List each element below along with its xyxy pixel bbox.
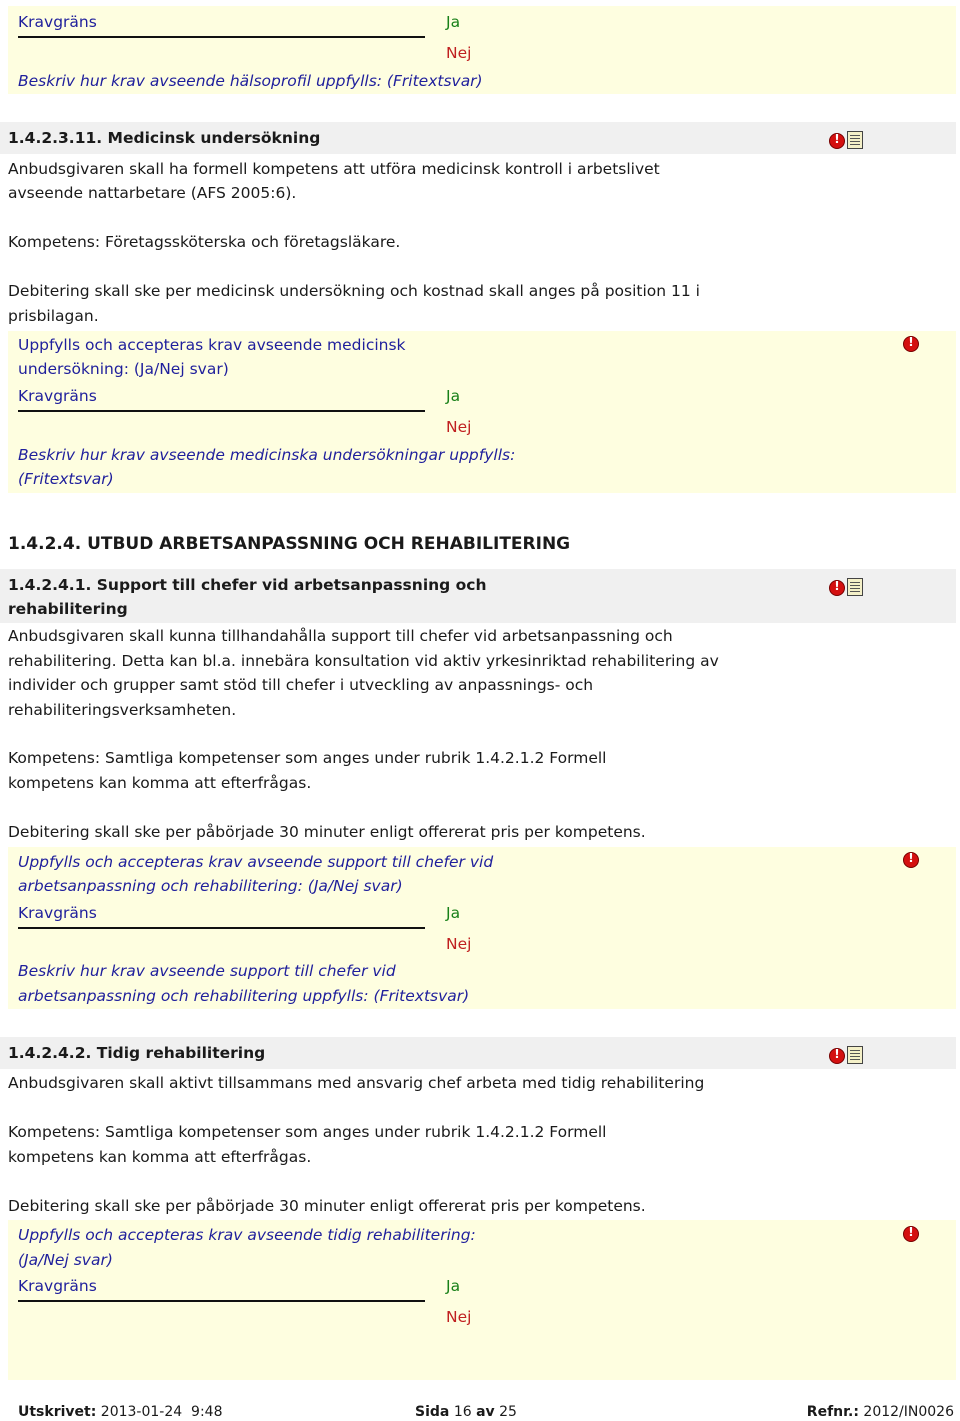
- kravgrans-underline: [18, 927, 425, 929]
- footer-refnr-value: 2012/IN0026: [863, 1404, 954, 1420]
- answer-ja[interactable]: Ja: [446, 387, 461, 405]
- kravgrans-label: Kravgräns: [18, 13, 97, 31]
- body-text: avseende nattarbetare (AFS 2005:6).: [8, 184, 297, 202]
- requirement-question: arbetsanpassning och rehabilitering: (Ja/Nej svar): [18, 877, 403, 895]
- body-text: Anbudsgivaren skall aktivt tillsammans med ansvarig chef arbeta med tidig rehabilitering: [8, 1074, 705, 1092]
- document-icon[interactable]: [847, 1046, 863, 1064]
- footer-sida-label: Sida: [415, 1404, 450, 1420]
- requirement-question: Uppfylls och accepteras krav avseende tidig rehabilitering:: [18, 1226, 476, 1244]
- warning-icon: [903, 852, 919, 868]
- document-icon[interactable]: [847, 578, 863, 596]
- footer-utskrivet-value: 2013-01-24 9:48: [100, 1404, 223, 1420]
- kompetens-text: kompetens kan komma att efterfrågas.: [8, 1148, 312, 1166]
- section-title-tidig: 1.4.2.4.2. Tidig rehabilitering: [8, 1044, 266, 1062]
- section-title-medicinsk: 1.4.2.3.11. Medicinsk undersökning: [8, 129, 321, 147]
- footer-page: [415, 1404, 517, 1420]
- beskriv-text: arbetsanpassning och rehabilitering uppfylls: (Fritextsvar): [18, 987, 470, 1005]
- answer-ja[interactable]: Ja: [446, 1277, 461, 1295]
- document-icon[interactable]: [847, 131, 863, 149]
- section-title-support: rehabilitering: [8, 600, 128, 618]
- beskriv-halsoprofil: Beskriv hur krav avseende hälsoprofil uppfylls: (Fritextsvar): [18, 72, 483, 90]
- requirement-question: (Ja/Nej svar): [18, 1251, 113, 1269]
- section-title-support: 1.4.2.4.1. Support till chefer vid arbetsanpassning och: [8, 576, 487, 594]
- answer-nej[interactable]: Nej: [446, 418, 472, 436]
- body-text: rehabilitering. Detta kan bl.a. innebära konsultation vid aktiv yrkesinriktad rehabilitering av: [8, 652, 719, 670]
- body-text: Anbudsgivaren skall ha formell kompetens att utföra medicinsk kontroll i arbetslivet: [8, 160, 660, 178]
- answer-nej[interactable]: Nej: [446, 935, 472, 953]
- debitering-text: prisbilagan.: [8, 307, 99, 325]
- warning-icon: [829, 1048, 845, 1064]
- kravgrans-underline: [18, 36, 425, 38]
- chapter-title: 1.4.2.4. UTBUD ARBETSANPASSNING OCH REHABILITERING: [8, 534, 571, 554]
- kravgrans-label: Kravgräns: [18, 1277, 97, 1295]
- answer-ja[interactable]: Ja: [446, 904, 461, 922]
- kompetens-text: Kompetens: Företagssköterska och företagsläkare.: [8, 233, 401, 251]
- body-text: rehabiliteringsverksamheten.: [8, 701, 237, 719]
- requirement-question: Uppfylls och accepteras krav avseende medicinsk: [18, 336, 406, 354]
- kravgrans-underline: [18, 410, 425, 412]
- footer-av-value: 25: [499, 1404, 517, 1420]
- requirement-question: undersökning: (Ja/Nej svar): [18, 360, 229, 378]
- requirement-question: Uppfylls och accepteras krav avseende support till chefer vid: [18, 853, 494, 871]
- answer-nej[interactable]: Nej: [446, 44, 472, 62]
- answer-nej[interactable]: Nej: [446, 1308, 472, 1326]
- beskriv-text: (Fritextsvar): [18, 470, 114, 488]
- footer-av-label: av: [476, 1404, 495, 1420]
- footer-sida-value: 16: [453, 1404, 472, 1420]
- debitering-text: Debitering skall ske per påbörjade 30 minuter enligt offererat pris per kompetens.: [8, 823, 646, 841]
- kompetens-text: Kompetens: Samtliga kompetenser som anges under rubrik 1.4.2.1.2 Formell: [8, 749, 607, 767]
- beskriv-text: Beskriv hur krav avseende support till chefer vid: [18, 962, 396, 980]
- kravgrans-label: Kravgräns: [18, 387, 97, 405]
- body-text: individer och grupper samt stöd till chefer i utveckling av anpassnings- och: [8, 676, 594, 694]
- footer-refnr-label: Refnr.:: [806, 1404, 859, 1420]
- kompetens-text: Kompetens: Samtliga kompetenser som anges under rubrik 1.4.2.1.2 Formell: [8, 1123, 607, 1141]
- warning-icon: [829, 133, 845, 149]
- kravgrans-label: Kravgräns: [18, 904, 97, 922]
- warning-icon: [903, 336, 919, 352]
- warning-icon: [829, 580, 845, 596]
- body-text: Anbudsgivaren skall kunna tillhandahålla support till chefer vid arbetsanpassning och: [8, 627, 673, 645]
- debitering-text: Debitering skall ske per påbörjade 30 minuter enligt offererat pris per kompetens.: [8, 1197, 646, 1215]
- warning-icon: [903, 1226, 919, 1242]
- answer-ja[interactable]: Ja: [446, 13, 461, 31]
- kompetens-text: kompetens kan komma att efterfrågas.: [8, 774, 312, 792]
- footer-printed: [18, 1404, 222, 1420]
- kravgrans-underline: [18, 1300, 425, 1302]
- footer-refnr: [807, 1404, 954, 1420]
- beskriv-text: Beskriv hur krav avseende medicinska undersökningar uppfylls:: [18, 446, 516, 464]
- footer-utskrivet-label: Utskrivet:: [18, 1404, 97, 1420]
- debitering-text: Debitering skall ske per medicinsk undersökning och kostnad skall anges på position 11 i: [8, 282, 700, 300]
